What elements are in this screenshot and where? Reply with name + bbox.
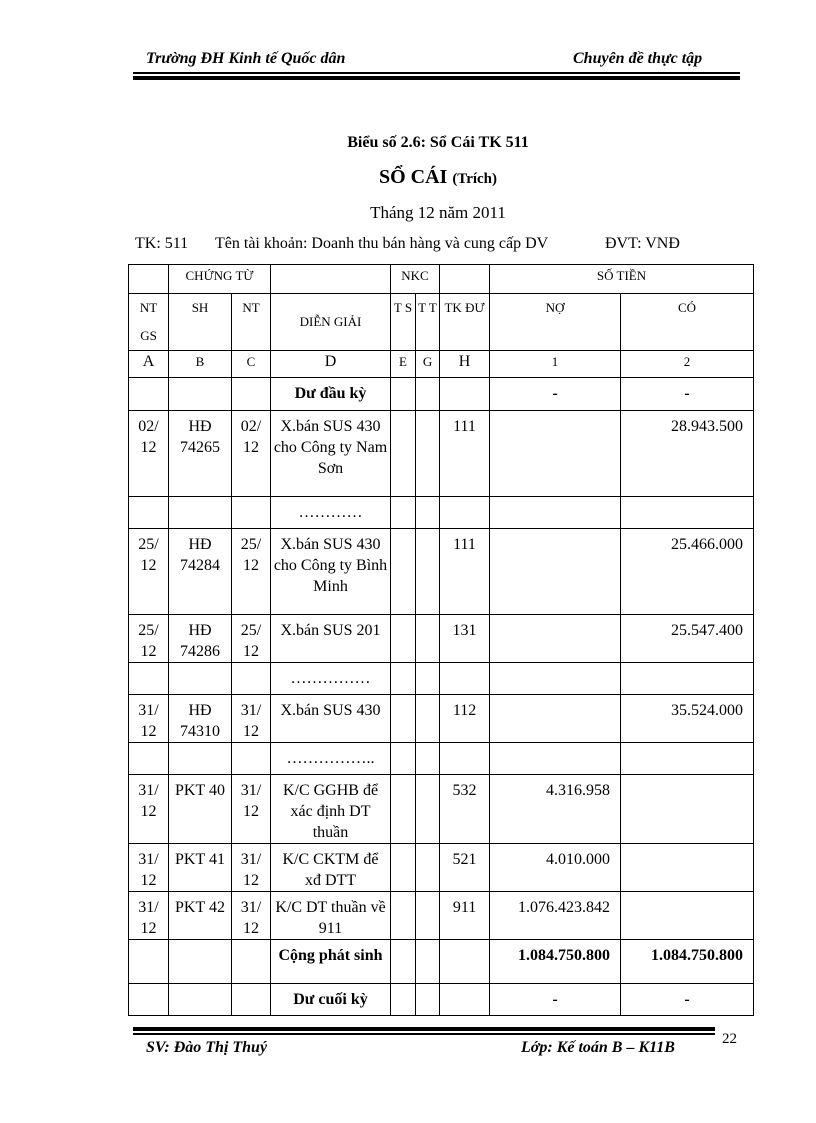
cell-tk: 521 [440,844,490,892]
header-nt-gs: NT GS [129,294,169,351]
cell-desc: K/C DT thuần về 911 [271,892,391,940]
cell-t2 [416,378,440,411]
cell-nt: 31/ 12 [232,844,271,892]
table-row [129,844,754,892]
cell-desc: ………… [271,497,391,529]
cell-co [621,844,754,892]
table-row [129,497,754,529]
cell-t2 [416,615,440,663]
cell-sh [169,984,232,1016]
cell-sh [169,940,232,984]
table-row [129,743,754,775]
cell-nt [232,378,271,411]
cell-co: - [621,378,754,411]
header-divider [133,72,740,74]
cell-co: 35.524.000 [621,695,754,743]
footer-divider [133,1033,715,1035]
footer-divider-thick [133,1027,715,1031]
cell-ntgs: 25/ 12 [129,529,169,615]
table-row [129,775,754,844]
header-no: NỢ [490,294,621,351]
cell-sh [169,663,232,695]
cell-t2 [416,529,440,615]
letter-cell: 2 [621,351,754,378]
header-school: Trường ĐH Kinh tế Quốc dân [146,50,346,67]
cell-desc: Cộng phát sinh [271,940,391,984]
cell-no [490,529,621,615]
cell-nt: 31/ 12 [232,892,271,940]
cell-tk [440,663,490,695]
cell-t2 [416,743,440,775]
cell-t1 [391,378,416,411]
cell-desc: X.bán SUS 430 cho Công ty Bình Minh [271,529,391,615]
cell-nt: 25/ 12 [232,615,271,663]
account-name: Tên tài khoản: Doanh thu bán hàng và cung cấp DV [215,235,549,252]
cell-co: 1.084.750.800 [621,940,754,984]
cell-tk: 111 [440,529,490,615]
cell-co [621,892,754,940]
cell-t1 [391,743,416,775]
cell-no: 4.010.000 [490,844,621,892]
cell-nt: 25/ 12 [232,529,271,615]
cell-sh [169,743,232,775]
letter-cell: C [232,351,271,378]
cell-no: - [490,984,621,1016]
footer-class: Lớp: Kế toán B – K11B [521,1039,675,1056]
cell-t1 [391,411,416,497]
letters-row [129,351,754,378]
table-row [129,984,754,1016]
cell-sh: PKT 40 [169,775,232,844]
cell-sh: PKT 42 [169,892,232,940]
header-sh: SH [169,294,232,351]
header-divider-thick [133,76,740,80]
table-row [129,695,754,743]
cell-t2 [416,497,440,529]
letter-cell: G [416,351,440,378]
cell-tk [440,984,490,1016]
cell-sh [169,497,232,529]
cell-co: 25.466.000 [621,529,754,615]
cell-sh: HĐ 74284 [169,529,232,615]
letter-cell: E [391,351,416,378]
cell-nt: 02/ 12 [232,411,271,497]
cell-t2 [416,844,440,892]
header-t2: T T [416,294,440,351]
table-row [129,615,754,663]
cell-sh: HĐ 74286 [169,615,232,663]
cell-t1 [391,695,416,743]
header-cell [440,265,490,294]
cell-co: 28.943.500 [621,411,754,497]
header-chung-tu: CHỨNG TỪ [169,265,271,294]
table-caption: Biểu số 2.6: Sổ Cái TK 511 [347,134,529,151]
ledger-table [128,264,754,1016]
cell-ntgs [129,984,169,1016]
cell-desc: K/C CKTM để xđ DTT [271,844,391,892]
cell-ntgs [129,743,169,775]
header-tk-du: TK ĐƯ [440,294,490,351]
cell-no [490,663,621,695]
cell-no: 4.316.958 [490,775,621,844]
letter-cell: B [169,351,232,378]
cell-nt [232,497,271,529]
cell-co [621,497,754,529]
header-cell [129,265,169,294]
cell-ntgs: 02/ 12 [129,411,169,497]
header-so-tien: SỐ TIỀN [490,265,754,294]
cell-co [621,663,754,695]
cell-co [621,743,754,775]
cell-ntgs: 25/ 12 [129,615,169,663]
cell-no: - [490,378,621,411]
header-t1: T S [391,294,416,351]
letter-cell: H [440,351,490,378]
page-number: 22 [722,1031,737,1047]
account-info [135,235,755,253]
cell-desc: K/C GGHB để xác định DT thuần [271,775,391,844]
cell-no [490,411,621,497]
cell-tk [440,743,490,775]
cell-ntgs [129,940,169,984]
cell-tk: 532 [440,775,490,844]
cell-desc: Dư đầu kỳ [271,378,391,411]
cell-nt [232,663,271,695]
cell-nt: 31/ 12 [232,775,271,844]
cell-desc: X.bán SUS 430 cho Công ty Nam Sơn [271,411,391,497]
cell-sh: PKT 41 [169,844,232,892]
footer-student: SV: Đào Thị Thuý [146,1039,268,1056]
cell-tk: 911 [440,892,490,940]
cell-tk [440,497,490,529]
cell-tk: 111 [440,411,490,497]
letter-cell: A [129,351,169,378]
cell-t1 [391,775,416,844]
cell-ntgs: 31/ 12 [129,775,169,844]
cell-no: 1.076.423.842 [490,892,621,940]
cell-ntgs: 31/ 12 [129,695,169,743]
table-row [129,378,754,411]
cell-no [490,743,621,775]
cell-desc: Dư cuối kỳ [271,984,391,1016]
cell-desc: …………… [271,663,391,695]
cell-t1 [391,892,416,940]
header-row-2 [129,294,754,351]
page-title-main: SỔ CÁI [378,166,448,188]
cell-t1 [391,844,416,892]
cell-t1 [391,529,416,615]
page-title [0,166,816,189]
header-row-1 [129,265,754,294]
cell-nt [232,743,271,775]
currency-unit: ĐVT: VNĐ [605,235,680,252]
cell-t1 [391,984,416,1016]
cell-t2 [416,892,440,940]
table-row [129,940,754,984]
cell-t2 [416,411,440,497]
cell-t1 [391,497,416,529]
cell-co [621,775,754,844]
cell-tk: 112 [440,695,490,743]
cell-desc: …………….. [271,743,391,775]
cell-co: 25.547.400 [621,615,754,663]
cell-desc: X.bán SUS 201 [271,615,391,663]
cell-nt [232,940,271,984]
cell-no: 1.084.750.800 [490,940,621,984]
header-nkc: NKC [391,265,440,294]
header-cell [271,265,391,294]
cell-no [490,615,621,663]
cell-tk: 131 [440,615,490,663]
cell-co: - [621,984,754,1016]
cell-t2 [416,663,440,695]
table-row [129,892,754,940]
header-report-type: Chuyên đề thực tập [573,50,703,67]
cell-sh [169,378,232,411]
cell-t1 [391,663,416,695]
cell-desc: X.bán SUS 430 [271,695,391,743]
cell-t2 [416,940,440,984]
letter-cell: 1 [490,351,621,378]
cell-sh: HĐ 74265 [169,411,232,497]
cell-t1 [391,940,416,984]
cell-ntgs: 31/ 12 [129,844,169,892]
cell-t2 [416,775,440,844]
cell-tk [440,940,490,984]
table-row [129,663,754,695]
cell-no [490,497,621,529]
period: Tháng 12 năm 2011 [370,203,506,222]
cell-ntgs [129,663,169,695]
cell-t2 [416,984,440,1016]
cell-t2 [416,695,440,743]
cell-ntgs: 31/ 12 [129,892,169,940]
letter-cell: D [271,351,391,378]
cell-tk [440,378,490,411]
page-title-note: (Trích) [452,171,498,187]
cell-ntgs [129,378,169,411]
cell-ntgs [129,497,169,529]
header-co: CÓ [621,294,754,351]
header-dien-giai: DIỄN GIẢI [271,294,391,351]
header-nt: NT [232,294,271,351]
table-row [129,529,754,615]
cell-sh: HĐ 74310 [169,695,232,743]
cell-t1 [391,615,416,663]
account-code: TK: 511 [135,235,189,252]
cell-nt [232,984,271,1016]
table-row [129,411,754,497]
cell-no [490,695,621,743]
cell-nt: 31/ 12 [232,695,271,743]
